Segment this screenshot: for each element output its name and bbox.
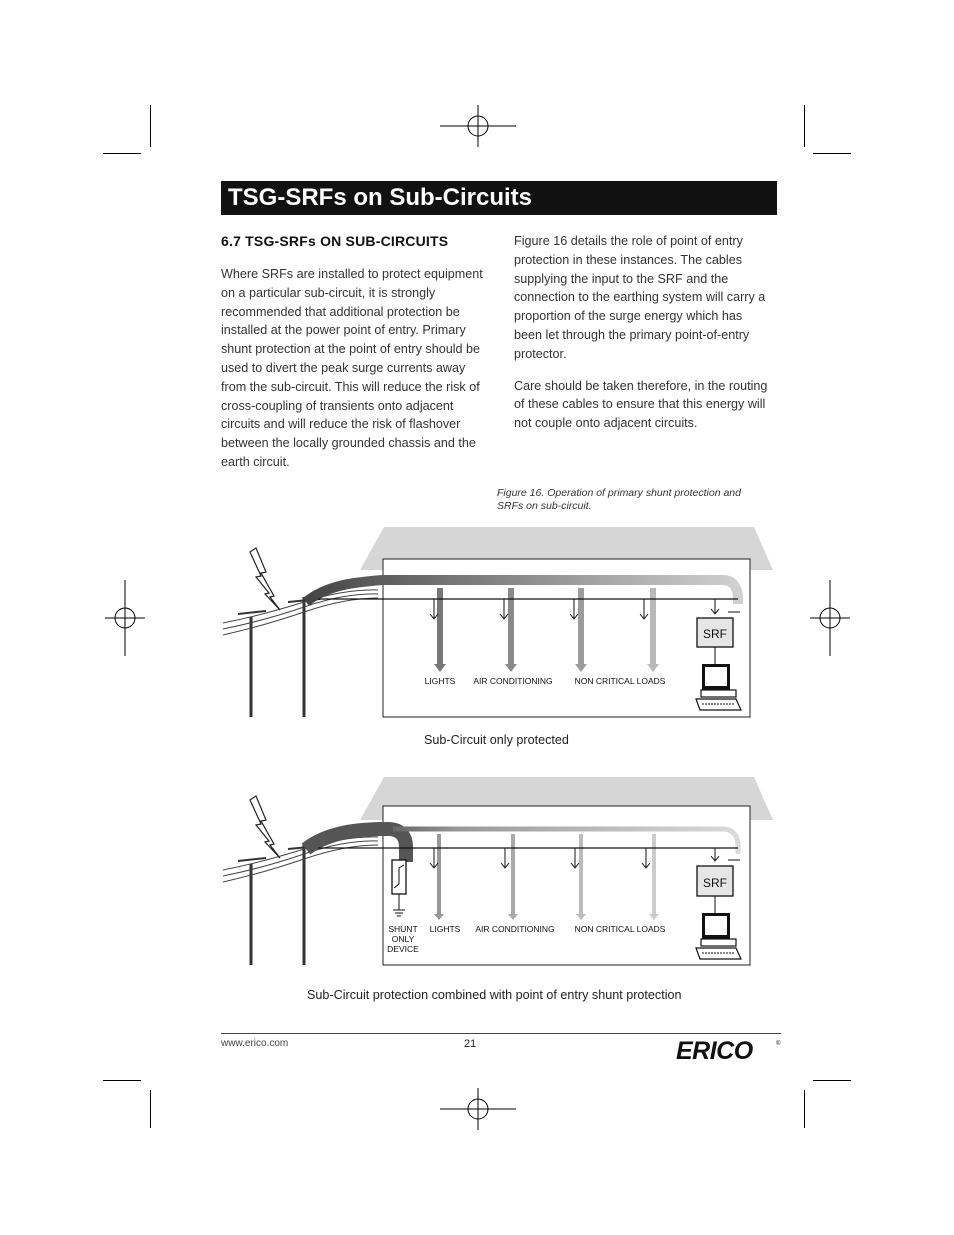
svg-text:SRF: SRF [703, 627, 727, 641]
erico-logo [675, 1037, 783, 1063]
diagram2-caption: Sub-Circuit protection combined with point of entry shunt protection [307, 988, 682, 1002]
page-number: 21 [464, 1038, 477, 1050]
registration-mark-left [105, 580, 145, 656]
page-title: TSG-SRFs on Sub-Circuits [221, 181, 777, 215]
diagram1-caption: Sub-Circuit only protected [424, 733, 569, 747]
figure-caption: Figure 16. Operation of primary shunt protection and SRFs on sub-circuit. [497, 487, 741, 512]
footer-divider [221, 1033, 781, 1034]
svg-text:®: ® [776, 1041, 781, 1047]
left-paragraph: Where SRFs are installed to protect equipment on a particular sub-circuit, it is strongly recommended that additional protection be installed at the power point of entry. Primary shunt protection at the point of entry should be used to divert the peak surge currents away from the sub-circuit. This will reduce the risk of cross-coupling of transients onto adjacent circuits and will reduce the risk of flashover between the locally grounded chassis and the earth circuit. [221, 267, 483, 469]
svg-text:NON CRITICAL LOADS: NON CRITICAL LOADS [574, 924, 666, 934]
right-paragraph-2: Care should be taken therefore, in the routing of these cables to ensure that this energy will not couple onto adjacent circuits. [514, 378, 768, 431]
diagram-combined-protection [218, 772, 778, 972]
svg-text:DEVICE: DEVICE [387, 944, 419, 954]
svg-text:LIGHTS: LIGHTS [429, 924, 461, 934]
svg-text:LIGHTS: LIGHTS [424, 676, 456, 686]
svg-text:AIR CONDITIONING: AIR CONDITIONING [473, 676, 553, 686]
svg-text:SRF: SRF [703, 876, 727, 890]
svg-text:NON CRITICAL LOADS: NON CRITICAL LOADS [574, 676, 666, 686]
registration-mark-bottom [440, 1088, 516, 1130]
svg-text:AIR CONDITIONING: AIR CONDITIONING [475, 924, 555, 934]
registration-mark-right [810, 580, 850, 656]
left-column [221, 265, 486, 472]
diagram-sub-circuit-only [218, 522, 778, 722]
svg-text:ERICO: ERICO [676, 1037, 753, 1063]
right-paragraph-1: Figure 16 details the role of point of entry protection in these instances. The cables supplying the input to the SRF and the connection to the earthing system will carry a proportion of the surge energy which has been let through the primary point-of-entry protector. [514, 234, 766, 361]
registration-mark-top [440, 105, 516, 147]
footer-url[interactable]: www.erico.com [221, 1038, 289, 1049]
svg-text:SHUNT: SHUNT [388, 924, 418, 934]
svg-text:ONLY: ONLY [391, 934, 415, 944]
section-heading: 6.7 TSG-SRFs ON SUB-CIRCUITS [221, 233, 449, 249]
right-column [514, 232, 772, 433]
